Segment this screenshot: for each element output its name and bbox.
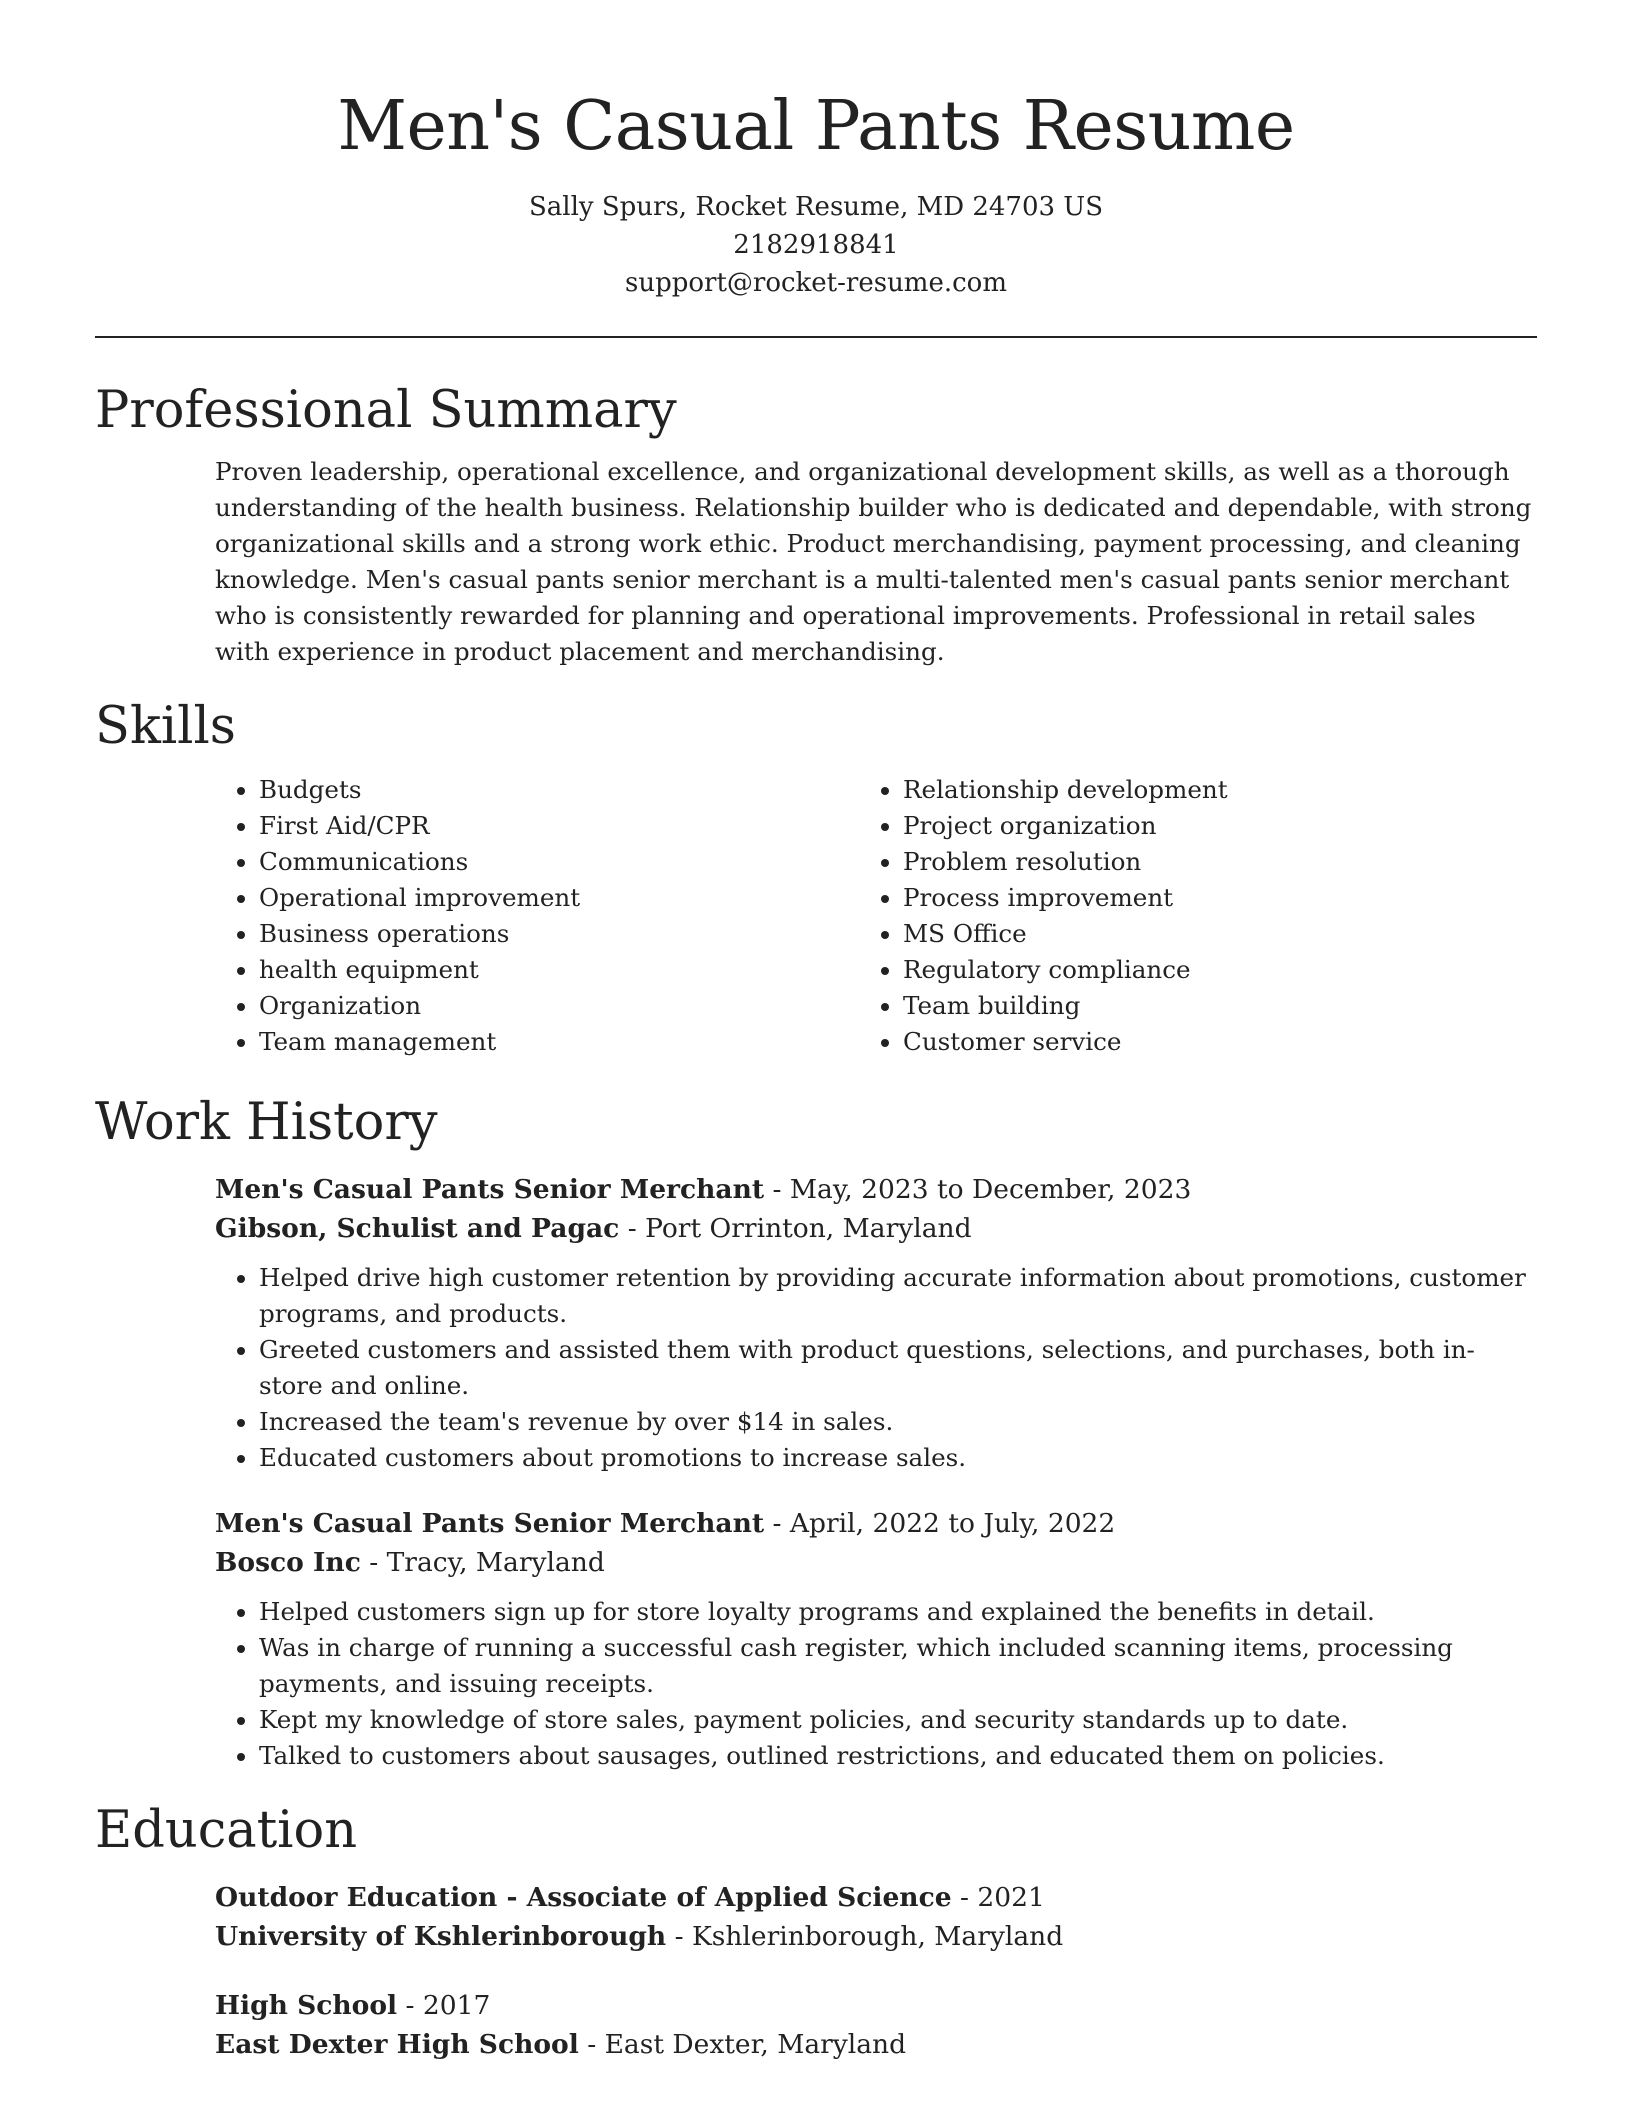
- education-location: - Kshlerinborough, Maryland: [666, 1921, 1064, 1952]
- job-duty: • Increased the team's revenue by over $14 in sales.: [259, 1404, 1537, 1440]
- skill-item: • Relationship development: [903, 772, 1463, 808]
- job-duty: • Greeted customers and assisted them with product questions, selections, and purchases, both in-store and online.: [259, 1332, 1537, 1404]
- job-duty: • Was in charge of running a successful cash register, which included scanning items, processing payments, and issuing receipts.: [259, 1630, 1537, 1702]
- job-company: Gibson, Schulist and Pagac: [215, 1213, 620, 1244]
- skills-columns: [215, 772, 1537, 1060]
- education-school-line: [215, 2025, 1537, 2064]
- education-year: - 2021: [951, 1882, 1045, 1913]
- education-section: [95, 1796, 1537, 2064]
- summary-heading: Professional Summary: [95, 381, 677, 440]
- skill-item: • Organization: [259, 988, 819, 1024]
- education-school: University of Kshlerinborough: [215, 1921, 667, 1952]
- job-title-line: [215, 1170, 1537, 1209]
- skill-item: • Regulatory compliance: [903, 952, 1463, 988]
- skill-item: • Team management: [259, 1024, 819, 1060]
- job-company-line: [215, 1543, 1537, 1582]
- job-duty: • Talked to customers about sausages, outlined restrictions, and educated them on policies.: [259, 1738, 1537, 1774]
- skill-item: • First Aid/CPR: [259, 808, 819, 844]
- education-degree: - Associate of Applied Science: [497, 1882, 952, 1913]
- education-year: - 2017: [397, 1990, 491, 2021]
- contact-info: [95, 188, 1537, 302]
- contact-phone: 2182918841: [733, 230, 899, 260]
- job-dates: - April, 2022 to July, 2022: [764, 1508, 1116, 1539]
- resume-header: [95, 0, 1537, 302]
- education-entry: [215, 1986, 1537, 2064]
- skill-item: • Problem resolution: [903, 844, 1463, 880]
- job-duty: • Helped customers sign up for store loyalty programs and explained the benefits in detail.: [259, 1594, 1537, 1630]
- job-duty: • Helped drive high customer retention by providing accurate information about promotions, customer programs, and products.: [259, 1260, 1537, 1332]
- skill-item: • Team building: [903, 988, 1463, 1024]
- education-field: High School: [215, 1990, 398, 2021]
- education-heading: Education: [95, 1801, 358, 1860]
- resume-title: Men's Casual Pants Resume: [337, 87, 1295, 166]
- skill-item: • MS Office: [903, 916, 1463, 952]
- job-duties: [215, 1260, 1537, 1476]
- job-location: - Port Orrinton, Maryland: [619, 1213, 972, 1244]
- job-entry: [215, 1504, 1537, 1774]
- job-company: Bosco Inc: [215, 1547, 361, 1578]
- skills-section: [95, 692, 1537, 1060]
- work-history-heading: Work History: [95, 1093, 438, 1152]
- education-entry: [215, 1878, 1537, 1956]
- skill-item: • Operational improvement: [259, 880, 819, 916]
- summary-section: [95, 376, 1537, 670]
- skills-heading: Skills: [95, 697, 236, 756]
- summary-text: Proven leadership, operational excellence, and organizational development skills, as well as a thorough understanding of the health business. Relationship builder who is dedicated and dependable, with strong organizational skills and a strong work ethic. Product merchandising, payment processing, and cleaning knowledge. Men's casual pants senior merchant is a multi-talented men's casual pants senior merchant who is consistently rewarded for planning and operational improvements. Professional in retail sales with experience in product placement and merchandising.: [215, 457, 1532, 666]
- education-school: East Dexter High School: [215, 2029, 579, 2060]
- work-history-section: [95, 1088, 1537, 1774]
- skill-item: • Budgets: [259, 772, 819, 808]
- skill-item: • Business operations: [259, 916, 819, 952]
- education-field: Outdoor Education: [215, 1882, 498, 1913]
- education-degree-line: [215, 1878, 1537, 1917]
- header-divider: [95, 336, 1537, 338]
- education-degree-line: [215, 1986, 1537, 2025]
- job-entry: [215, 1170, 1537, 1476]
- skills-list-right: [819, 772, 1463, 1060]
- skill-item: • Communications: [259, 844, 819, 880]
- job-duty: • Educated customers about promotions to increase sales.: [259, 1440, 1537, 1476]
- skill-item: • Process improvement: [903, 880, 1463, 916]
- contact-address: Sally Spurs, Rocket Resume, MD 24703 US: [528, 192, 1104, 222]
- education-location: - East Dexter, Maryland: [578, 2029, 907, 2060]
- skill-item: • Customer service: [903, 1024, 1463, 1060]
- job-company-line: [215, 1209, 1537, 1248]
- job-role: Men's Casual Pants Senior Merchant: [215, 1508, 765, 1539]
- job-location: - Tracy, Maryland: [360, 1547, 605, 1578]
- job-dates: - May, 2023 to December, 2023: [764, 1174, 1192, 1205]
- job-duty: • Kept my knowledge of store sales, payment policies, and security standards up to date.: [259, 1702, 1537, 1738]
- skill-item: • Project organization: [903, 808, 1463, 844]
- skills-list-left: [215, 772, 819, 1060]
- education-school-line: [215, 1917, 1537, 1956]
- skill-item: • health equipment: [259, 952, 819, 988]
- contact-email: support@rocket-resume.com: [624, 268, 1007, 298]
- job-role: Men's Casual Pants Senior Merchant: [215, 1174, 765, 1205]
- job-title-line: [215, 1504, 1537, 1543]
- job-duties: [215, 1594, 1537, 1774]
